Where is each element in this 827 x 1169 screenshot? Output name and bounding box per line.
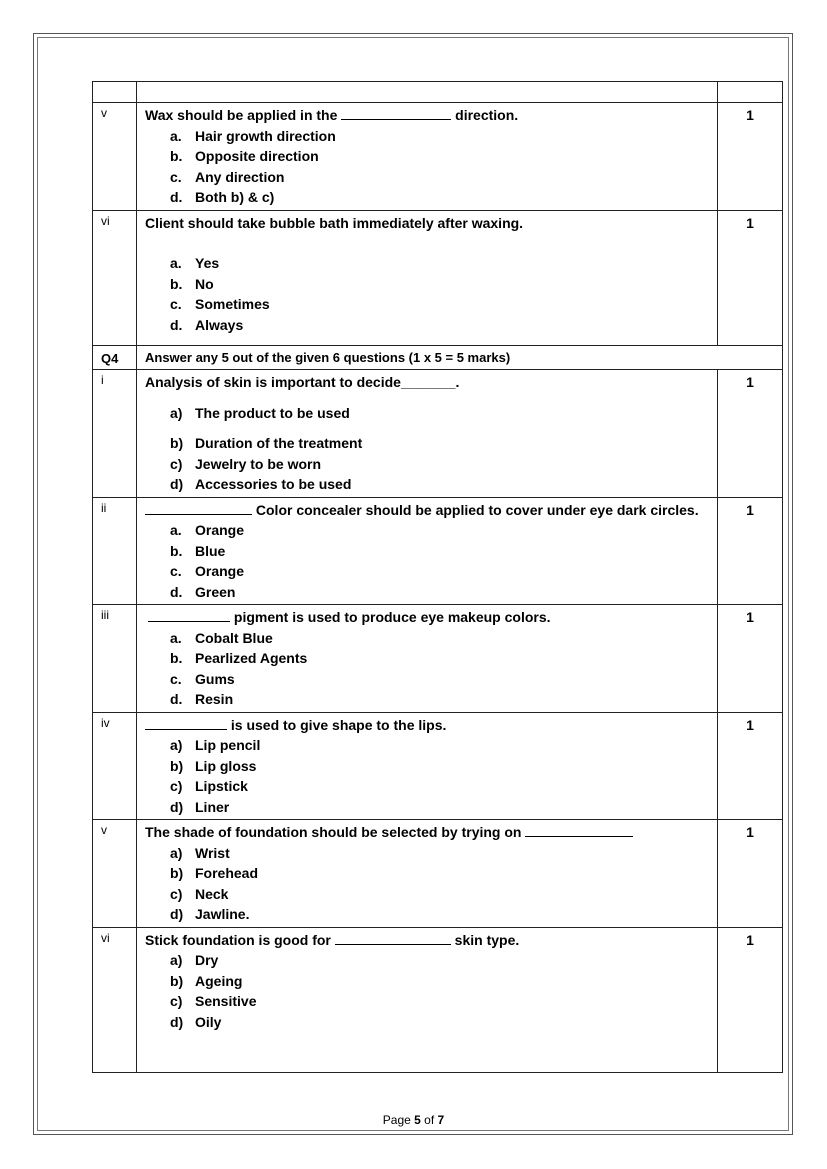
question-body bbox=[137, 210, 718, 346]
option: a. Cobalt Blue bbox=[170, 629, 273, 646]
section-number: Q4 bbox=[93, 346, 137, 370]
question-stem: pigment is used to produce eye makeup colors. bbox=[145, 607, 709, 628]
option: c) Jewelry to be worn bbox=[170, 455, 322, 472]
option: d) Accessories to be used bbox=[170, 476, 352, 492]
answer-blank bbox=[525, 822, 633, 837]
marks: 1 bbox=[718, 605, 783, 713]
marks: 1 bbox=[718, 820, 783, 928]
question-row bbox=[93, 712, 783, 820]
question-number: v bbox=[93, 820, 137, 928]
option: b. Pearlized Agents bbox=[170, 650, 308, 666]
question-number: vi bbox=[93, 927, 137, 1073]
option: a. Hair growth direction bbox=[170, 127, 336, 144]
marks: 1 bbox=[718, 927, 783, 1073]
option: c) Sensitive bbox=[170, 993, 257, 1009]
page-footer: Page 5 of 7 bbox=[382, 1113, 445, 1127]
question-number: ii bbox=[93, 497, 137, 605]
question-number: iv bbox=[93, 712, 137, 820]
answer-blank bbox=[341, 105, 451, 120]
section-header-row bbox=[93, 346, 783, 370]
question-body bbox=[137, 712, 718, 820]
option: b) Ageing bbox=[170, 972, 243, 989]
question-stem: Wax should be applied in the direction. bbox=[145, 107, 519, 123]
question-body bbox=[137, 497, 718, 605]
option: b) Lip gloss bbox=[170, 757, 257, 774]
option: b. No bbox=[170, 275, 214, 292]
question-body bbox=[137, 927, 718, 1073]
question-row bbox=[93, 820, 783, 928]
question-number: i bbox=[93, 370, 137, 498]
question-row bbox=[93, 370, 783, 498]
option: c. Any direction bbox=[170, 168, 285, 185]
option: d) Liner bbox=[170, 798, 230, 815]
question-row bbox=[93, 927, 783, 1073]
question-body bbox=[137, 820, 718, 928]
question-stem: Stick foundation is good for skin type. bbox=[145, 931, 520, 948]
question-number: v bbox=[93, 103, 137, 211]
option: c) Lipstick bbox=[170, 778, 248, 794]
option: a. Yes bbox=[170, 255, 220, 271]
marks: 1 bbox=[718, 497, 783, 605]
question-body bbox=[137, 370, 718, 498]
question-row bbox=[93, 497, 783, 605]
question-row bbox=[93, 103, 783, 211]
option: a) Lip pencil bbox=[170, 737, 261, 753]
marks: 1 bbox=[718, 370, 783, 498]
option: b) Forehead bbox=[170, 865, 259, 881]
question-table bbox=[92, 81, 783, 1073]
option: c. Orange bbox=[170, 563, 245, 579]
option: b. Blue bbox=[170, 542, 226, 559]
question-stem: Client should take bubble bath immediately after waxing. bbox=[145, 214, 524, 231]
answer-blank bbox=[145, 500, 252, 515]
question-stem: is used to give shape to the lips. bbox=[145, 715, 709, 736]
question-stem: Color concealer should be applied to cover under eye dark circles. bbox=[145, 500, 709, 521]
marks: 1 bbox=[718, 210, 783, 346]
answer-blank bbox=[335, 930, 451, 945]
option: b. Opposite direction bbox=[170, 148, 319, 164]
option: d. Both b) & c) bbox=[170, 189, 275, 205]
question-row bbox=[93, 605, 783, 713]
option: d. Green bbox=[170, 583, 236, 600]
option: c. Gums bbox=[170, 670, 235, 687]
marks: 1 bbox=[718, 712, 783, 820]
question-number: vi bbox=[93, 210, 137, 346]
option: b) Duration of the treatment bbox=[170, 435, 363, 451]
marks: 1 bbox=[718, 103, 783, 211]
option: d. Resin bbox=[170, 691, 234, 707]
option: c. Sometimes bbox=[170, 296, 270, 312]
answer-blank bbox=[145, 715, 227, 730]
option: a) Dry bbox=[170, 952, 219, 968]
option: d) Oily bbox=[170, 1013, 222, 1030]
question-stem: Analysis of skin is important to decide_______. bbox=[145, 374, 460, 390]
option: a. Orange bbox=[170, 522, 245, 538]
question-row bbox=[93, 210, 783, 346]
section-instruction: Answer any 5 out of the given 6 questions (1 x 5 = 5 marks) bbox=[137, 346, 783, 370]
question-number: iii bbox=[93, 605, 137, 713]
question-stem: The shade of foundation should be selected by trying on bbox=[145, 822, 709, 843]
option: a) The product to be used bbox=[170, 404, 350, 421]
answer-blank bbox=[148, 607, 230, 622]
option: c) Neck bbox=[170, 885, 229, 902]
option: a) Wrist bbox=[170, 844, 230, 861]
table-header-row bbox=[93, 82, 783, 103]
question-body bbox=[137, 103, 718, 211]
option: d. Always bbox=[170, 316, 244, 333]
question-body bbox=[137, 605, 718, 713]
option: d) Jawline. bbox=[170, 906, 250, 922]
